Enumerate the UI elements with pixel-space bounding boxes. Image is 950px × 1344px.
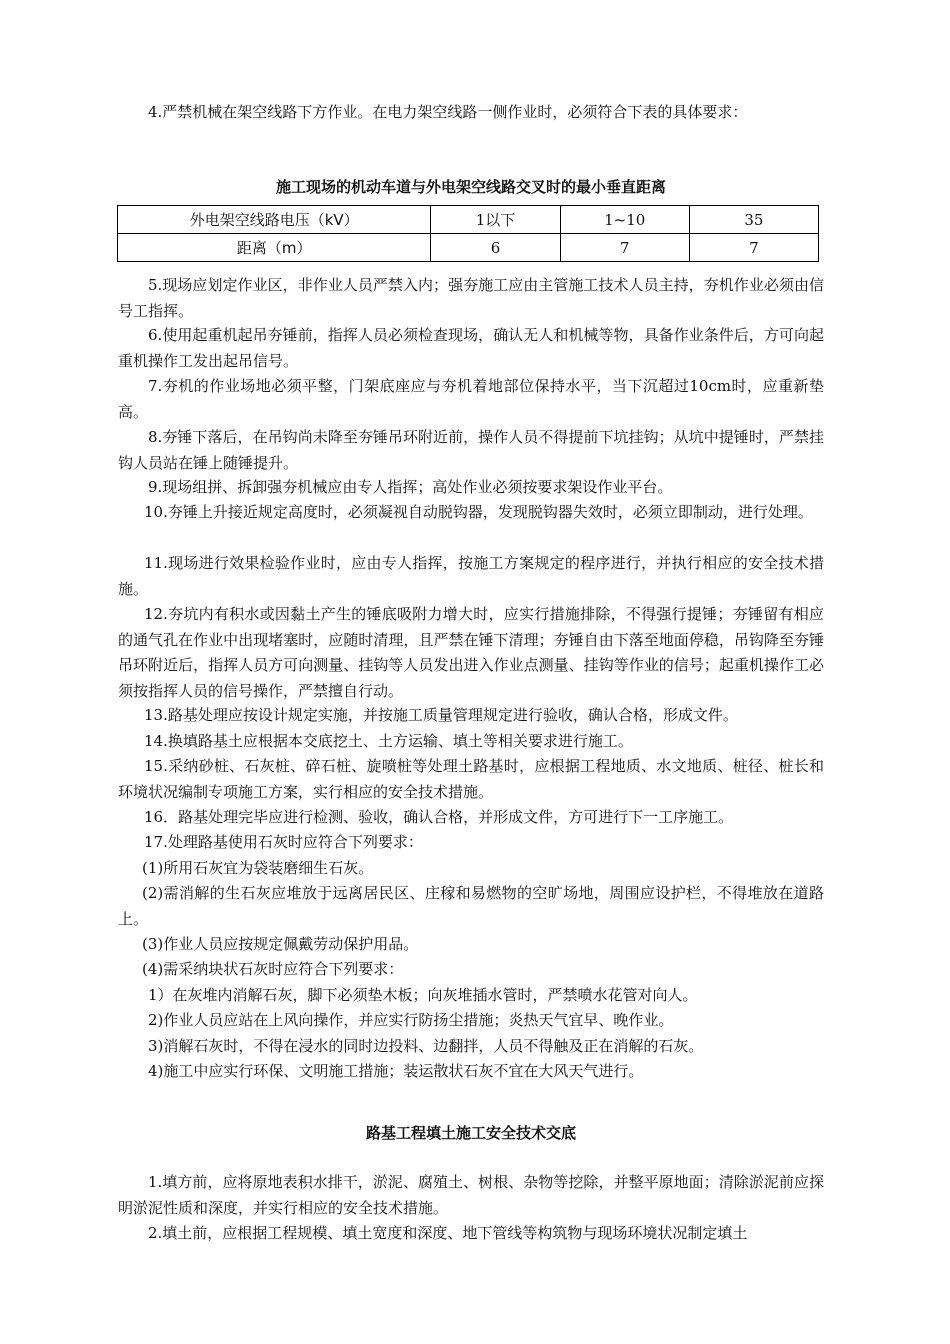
paragraph-13: 13.路基处理应按设计规定实施，并按施工质量管理规定进行验收，确认合格，形成文件。: [144, 706, 738, 724]
sub-sub-item-2: 2)作业人员应站在上风向操作，并应实行防扬尘措施；炎热天气宜早、晚作业。: [148, 1011, 674, 1029]
sub-item-4: (4)需采纳块状石灰时应符合下列要求：: [142, 960, 404, 978]
table-cell: 7: [560, 234, 689, 262]
paragraph-4: 4.严禁机械在架空线路下方作业。在电力架空线路一侧作业时，必须符合下表的具体要求：: [148, 103, 748, 121]
section-title: 路基工程填土施工安全技术交底: [365, 1124, 576, 1142]
table-cell: 7: [689, 234, 818, 262]
table-cell: 1~10: [560, 206, 689, 234]
sub-sub-item-4: 4)施工中应实行环保、文明施工措施；装运散状石灰不宜在大风天气进行。: [148, 1062, 644, 1080]
table-header-row: [118, 206, 819, 234]
paragraph-17: 17.处理路基使用石灰时应符合下列要求：: [144, 833, 423, 851]
paragraph-5: 5.现场应划定作业区，非作业人员严禁入内；强夯施工应由主管施工技术人员主持，夯机作业必须由信号工指挥。: [118, 276, 824, 320]
paragraph-6: 6.使用起重机起吊夯锤前，指挥人员必须检查现场，确认无人和机械等物，具备作业条件后，方可向起重机操作工发出起吊信号。: [118, 326, 824, 370]
table-row: [118, 234, 819, 262]
table-title: 施工现场的机动车道与外电架空线路交叉时的最小垂直距离: [275, 178, 666, 196]
table-cell: 6: [431, 234, 560, 262]
paragraph-16: 16．路基处理完毕应进行检测、验收，确认合格，并形成文件，方可进行下一工序施工。: [144, 808, 734, 826]
paragraph-11: 11.现场进行效果检验作业时，应由专人指挥，按施工方案规定的程序进行，并执行相应的安全技术措施。: [118, 554, 824, 598]
paragraph-12: 12.夯坑内有积水或因黏土产生的锤底吸附力增大时，应实行措施排除，不得强行提锤；夯锤留有相应的通气孔在作业中出现堵塞时，应随时清理，且严禁在锤下清理；夯锤自由下落至地面停稳，吊钩降至夯锤吊环附近后，指挥人员方可向测量、挂钩等人员发出进入作业点测量、挂钩等作业的信号；起重机操作工必须按指挥人员的信号操作，严禁擅自行动。: [118, 605, 824, 700]
sub-item-1: (1)所用石灰宜为袋装磨细生石灰。: [142, 859, 374, 877]
section-paragraph-1: 1.填方前，应将原地表积水排干，淤泥、腐殖土、树根、杂物等挖除，并整平原地面；清除淤泥前应探明淤泥性质和深度，并实行相应的安全技术措施。: [118, 1173, 824, 1217]
paragraph-8: 8.夯锤下落后，在吊钩尚未降至夯锤吊环附近前，操作人员不得提前下坑挂钩；从坑中提锤时，严禁挂钩人员站在锤上随锤提升。: [118, 428, 824, 472]
sub-sub-item-1: 1）在灰堆内消解石灰，脚下必须垫木板；向灰堆插水管时，严禁喷水花管对向人。: [148, 986, 698, 1004]
table-cell: 1以下: [431, 206, 560, 234]
distance-table: [117, 205, 819, 262]
sub-item-3: (3)作业人员应按规定佩戴劳动保护用品。: [142, 935, 419, 953]
table-cell: 距离（m）: [118, 234, 431, 262]
sub-item-2: (2)需消解的生石灰应堆放于远离居民区、庄稼和易燃物的空旷场地，周围应设护栏，不得堆放在道路上。: [118, 884, 824, 928]
paragraph-15: 15.采纳砂桩、石灰桩、碎石桩、旋喷桩等处理土路基时，应根据工程地质、水文地质、桩径、桩长和环境状况编制专项施工方案，实行相应的安全技术措施。: [118, 757, 824, 801]
table-cell: 外电架空线路电压（kV）: [118, 206, 431, 234]
table-cell: 35: [689, 206, 818, 234]
paragraph-10: 10.夯锤上升接近规定高度时，必须凝视自动脱钩器，发现脱钩器失效时，必须立即制动，进行处理。: [144, 503, 813, 521]
paragraph-9: 9.现场组拼、拆卸强夯机械应由专人指挥；高处作业必须按要求架设作业平台。: [148, 478, 673, 496]
paragraph-14: 14.换填路基土应根据本交底挖土、土方运输、填土等相关要求进行施工。: [144, 732, 633, 750]
sub-sub-item-3: 3)消解石灰时，不得在浸水的同时边投料、边翻拌，人员不得触及正在消解的石灰。: [148, 1037, 704, 1055]
paragraph-7: 7.夯机的作业场地必须平整，门架底座应与夯机着地部位保持水平，当下沉超过10cm时，应重新垫高。: [118, 377, 824, 421]
section-paragraph-2: 2.填土前，应根据工程规模、填土宽度和深度、地下管线等构筑物与现场环境状况制定填土: [148, 1224, 748, 1242]
